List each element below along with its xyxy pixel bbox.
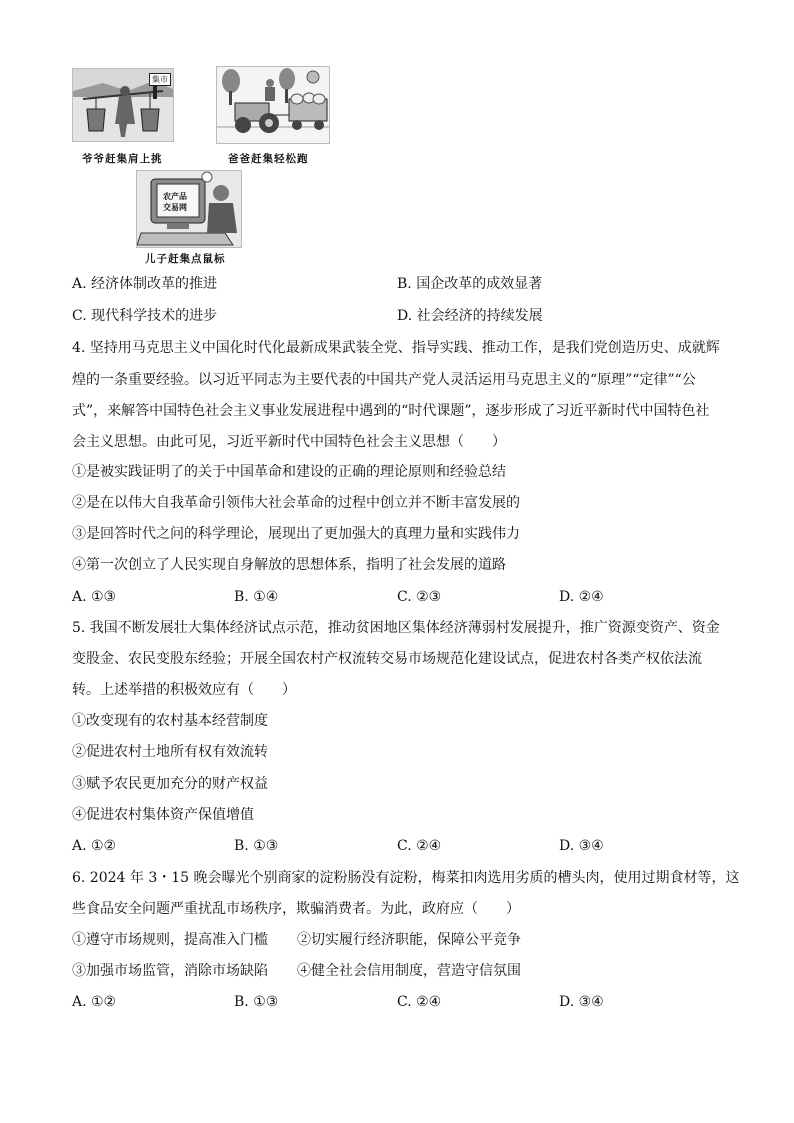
q5-stem-line: 转。上述举措的积极效应有（ ） (72, 682, 296, 698)
cartoon-caption-grandpa: 爷爷赶集肩上挑 (82, 153, 163, 165)
son-computer-illustration (137, 171, 241, 247)
q5-item: ②促进农村土地所有权有效流转 (72, 744, 268, 760)
q4-item: ④第一次创立了人民实现自身解放的思想体系，指明了社会发展的道路 (72, 557, 506, 573)
q6-item: ①遵守市场规则，提高准入门槛 (72, 932, 268, 948)
screen-text-line1: 农产品 (163, 191, 187, 201)
q4-item: ②是在以伟大自我革命引领伟大社会革命的过程中创立并不断丰富发展的 (72, 495, 520, 511)
q3-option-a[interactable]: A. 经济体制改革的推进 (72, 276, 218, 292)
q6-option-c[interactable]: C. ②④ (397, 994, 442, 1010)
q6-item: ②切实履行经济职能，保障公平竞争 (297, 932, 521, 948)
q4-item: ①是被实践证明了的关于中国革命和建设的正确的理论原则和经验总结 (72, 464, 506, 480)
screen-text-line2: 交易网 (163, 202, 187, 212)
market-sign: 集市 (149, 73, 171, 86)
q3-option-d[interactable]: D. 社会经济的持续发展 (397, 308, 543, 324)
q4-stem-line: 会主义思想。由此可见，习近平新时代中国特色社会主义思想（ ） (72, 434, 506, 450)
q3-option-c[interactable]: C. 现代科学技术的进步 (72, 308, 218, 324)
q4-stem-line: 4. 坚持用马克思主义中国化时代化最新成果武装全党、指导实践、推动工作，是我们党创造历史、成就辉 (72, 340, 720, 356)
cartoon-caption-son: 儿子赶集点鼠标 (145, 253, 226, 265)
cartoon-panel-son (136, 170, 242, 248)
q4-option-c[interactable]: C. ②③ (397, 589, 442, 605)
q5-option-b[interactable]: B. ①③ (234, 838, 279, 854)
cartoon-panel-grandpa (72, 68, 174, 142)
q4-option-a[interactable]: A. ①③ (72, 589, 117, 605)
q6-option-a[interactable]: A. ①② (72, 994, 117, 1010)
q4-stem-line: 式”，来解答中国特色社会主义事业发展进程中遇到的“时代课题”，逐步形成了习近平新时代中国特色社 (72, 403, 710, 419)
q3-option-b[interactable]: B. 国企改革的成效显著 (397, 276, 543, 292)
q5-option-c[interactable]: C. ②④ (397, 838, 442, 854)
cartoon-caption-father: 爸爸赶集轻松跑 (228, 153, 309, 165)
q6-stem-line: 6. 2024 年 3・15 晚会曝光个别商家的淀粉肠没有淀粉，梅菜扣肉选用劣质的槽头肉，使用过期食材等，这 (72, 870, 740, 886)
q6-stem-line: 些食品安全问题严重扰乱市场秩序，欺骗消费者。为此，政府应（ ） (72, 901, 520, 917)
q5-stem-line: 变股金、农民变股东经验；开展全国农村产权流转交易市场规范化建设试点，促进农村各类产权依法流 (72, 651, 702, 667)
q5-option-d[interactable]: D. ③④ (559, 838, 604, 854)
q6-option-d[interactable]: D. ③④ (559, 994, 604, 1010)
q4-option-d[interactable]: D. ②④ (559, 589, 604, 605)
q5-item: ①改变现有的农村基本经营制度 (72, 713, 268, 729)
q4-stem-line: 煌的一条重要经验。以习近平同志为主要代表的中国共产党人灵活运用马克思主义的“原理”“定律”“公 (72, 372, 696, 388)
cartoon-panel-father (216, 66, 330, 144)
q4-item: ③是回答时代之问的科学理论，展现出了更加强大的真理力量和实践伟力 (72, 526, 520, 542)
q5-item: ③赋予农民更加充分的财产权益 (72, 776, 268, 792)
q6-item: ③加强市场监管，消除市场缺陷 (72, 963, 268, 979)
q4-option-b[interactable]: B. ①④ (234, 589, 279, 605)
q5-option-a[interactable]: A. ①② (72, 838, 117, 854)
father-tractor-illustration (217, 67, 329, 143)
q5-item: ④促进农村集体资产保值增值 (72, 807, 254, 823)
q6-option-b[interactable]: B. ①③ (234, 994, 279, 1010)
q5-stem-line: 5. 我国不断发展壮大集体经济试点示范，推动贫困地区集体经济薄弱村发展提升，推广资源变资产、资金 (72, 620, 720, 636)
q6-item: ④健全社会信用制度，营造守信氛围 (297, 963, 521, 979)
